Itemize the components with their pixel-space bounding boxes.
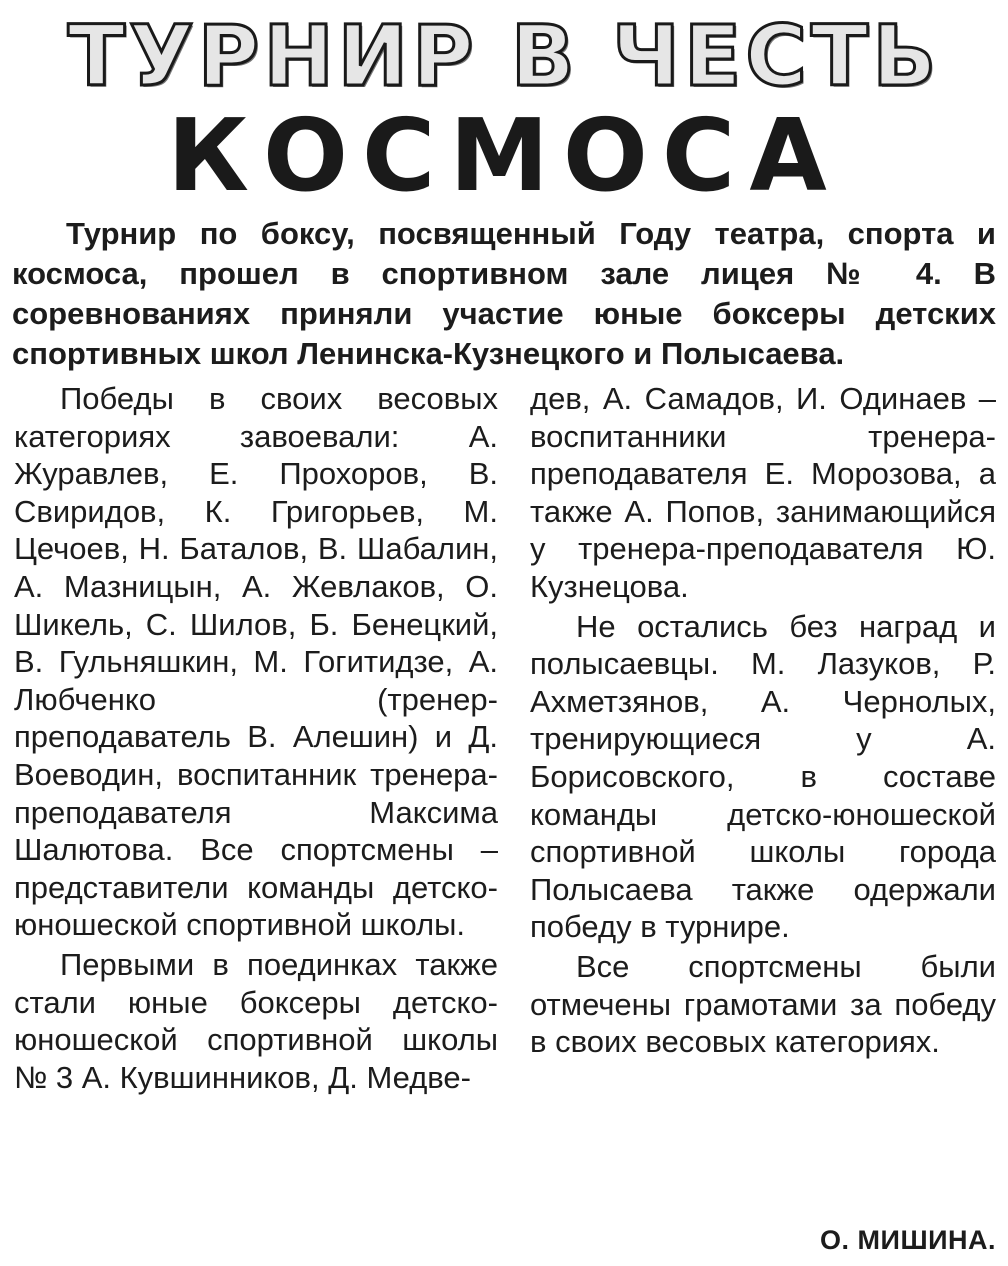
article-column-left — [14, 380, 498, 1096]
author-signature: О. МИШИНА. — [820, 1225, 996, 1255]
headline-line-1: ТУРНИР В ЧЕСТЬ — [67, 7, 941, 105]
body-paragraph-3: Не остались без наград и полысаевцы. М. Лазуков, Р. Ахметзянов, А. Чернолых, тренирующиеся у А. Борисовского, в составе команды детско-юношеской спортивной школы города Полысаева также одержали победу в турнире. — [530, 608, 996, 945]
body-paragraph-1: Победы в своих весовых категориях завоевали: А. Журавлев, Е. Прохоров, В. Свиридов, К. Григорьев, М. Цечоев, Н. Баталов, В. Шабалин, А. Мазницын, А. Жевлаков, О. Шикель, С. Шилов, Б. Бенецкий, В. Гульняшкин, М. Гогитидзе, А. Любченко (тренер-преподаватель В. Алешин) и Д. Воеводин, воспитанник тренера-преподавателя Максима Шалютова. Все спортсмены – представители команды детско-юношеской спортивной школы. — [14, 381, 498, 943]
article-column-right — [530, 380, 996, 1061]
body-paragraph-4: Все спортсмены были отмечены грамотами за победу в своих весовых категориях. — [530, 948, 996, 1060]
lead-paragraph: Турнир по боксу, посвященный Году театра, спорта и космоса, прошел в спортивном зале лицея № 4. В соревнованиях приняли участие юные боксеры детских спортивных школ Ленинска-Кузнецкого и Полысаева. — [12, 216, 996, 371]
headline-line-2: КОСМОСА — [167, 97, 841, 214]
body-paragraph-2-start: Первыми в поединках также стали юные боксеры детско-юношеской спортивной школы № 3 А. Кувшинников, Д. Медве- — [14, 946, 498, 1095]
body-paragraph-2-end: дев, А. Самадов, И. Одинаев – воспитанники тренера-преподавателя Е. Морозова, а также А. Попов, занимающийся у тренера-преподавателя Ю. Кузнецова. — [530, 381, 996, 604]
